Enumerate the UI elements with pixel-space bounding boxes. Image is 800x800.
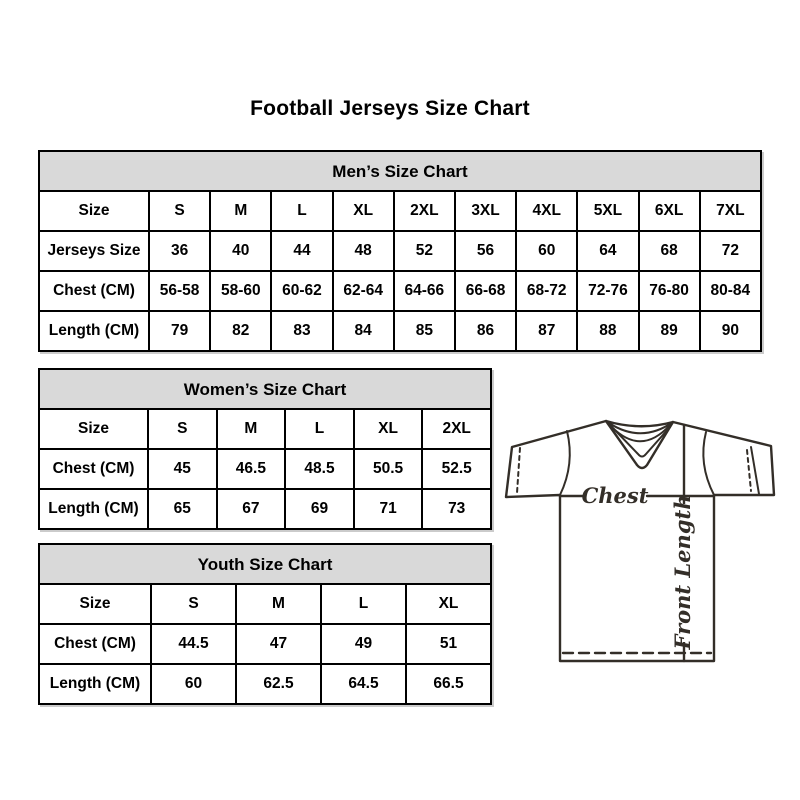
data-cell: 68-72 <box>516 271 577 311</box>
data-cell: M <box>210 191 271 231</box>
data-cell: 49 <box>321 624 406 664</box>
data-cell: 36 <box>149 231 210 271</box>
data-cell: 56-58 <box>149 271 210 311</box>
data-cell: L <box>285 409 354 449</box>
data-cell: 6XL <box>639 191 700 231</box>
data-cell: 73 <box>422 489 491 529</box>
row-label-cell: Length (CM) <box>39 664 151 704</box>
data-cell: 64 <box>577 231 638 271</box>
data-cell: 72-76 <box>577 271 638 311</box>
row-label-cell: Chest (CM) <box>39 271 149 311</box>
data-cell: 66-68 <box>455 271 516 311</box>
data-cell: 86 <box>455 311 516 351</box>
data-cell: 44.5 <box>151 624 236 664</box>
row-label-cell: Length (CM) <box>39 311 149 351</box>
data-cell: 40 <box>210 231 271 271</box>
row-label-cell: Chest (CM) <box>39 624 151 664</box>
data-cell: 44 <box>271 231 332 271</box>
data-cell: 68 <box>639 231 700 271</box>
data-cell: S <box>148 409 217 449</box>
data-cell: 52.5 <box>422 449 491 489</box>
data-cell: M <box>236 584 321 624</box>
data-cell: L <box>271 191 332 231</box>
data-cell: 52 <box>394 231 455 271</box>
data-cell: 62-64 <box>333 271 394 311</box>
row-label-cell: Size <box>39 191 149 231</box>
data-cell: 64.5 <box>321 664 406 704</box>
data-cell: 48 <box>333 231 394 271</box>
data-cell: 4XL <box>516 191 577 231</box>
jersey-measurement-diagram <box>500 400 780 680</box>
data-cell: 60-62 <box>271 271 332 311</box>
data-cell: 48.5 <box>285 449 354 489</box>
womens-size-table <box>38 368 492 530</box>
row-label-cell: Jerseys Size <box>39 231 149 271</box>
data-cell: 90 <box>700 311 761 351</box>
data-cell: M <box>217 409 286 449</box>
table-header-row <box>39 369 491 409</box>
data-cell: 69 <box>285 489 354 529</box>
data-cell: S <box>151 584 236 624</box>
data-cell: 51 <box>406 624 491 664</box>
table-row <box>39 584 491 624</box>
table-row <box>39 311 761 351</box>
data-cell: 66.5 <box>406 664 491 704</box>
data-cell: 82 <box>210 311 271 351</box>
data-cell: 60 <box>516 231 577 271</box>
row-label-cell: Size <box>39 584 151 624</box>
table-row <box>39 271 761 311</box>
data-cell: 5XL <box>577 191 638 231</box>
table-row <box>39 624 491 664</box>
mens-size-table <box>38 150 762 352</box>
data-cell: L <box>321 584 406 624</box>
data-cell: 7XL <box>700 191 761 231</box>
row-label-cell: Chest (CM) <box>39 449 148 489</box>
table-header-row <box>39 544 491 584</box>
row-label-cell: Size <box>39 409 148 449</box>
data-cell: 65 <box>148 489 217 529</box>
data-cell: 85 <box>394 311 455 351</box>
front-length-label: Front Length <box>670 494 695 650</box>
data-cell: S <box>149 191 210 231</box>
data-cell: 62.5 <box>236 664 321 704</box>
data-cell: 2XL <box>394 191 455 231</box>
data-cell: XL <box>333 191 394 231</box>
youth-size-table <box>38 543 492 705</box>
data-cell: 47 <box>236 624 321 664</box>
data-cell: 84 <box>333 311 394 351</box>
data-cell: 79 <box>149 311 210 351</box>
table-title: Women’s Size Chart <box>39 369 491 409</box>
data-cell: 67 <box>217 489 286 529</box>
data-cell: 88 <box>577 311 638 351</box>
data-cell: 64-66 <box>394 271 455 311</box>
data-cell: 56 <box>455 231 516 271</box>
table-row <box>39 191 761 231</box>
data-cell: 3XL <box>455 191 516 231</box>
data-cell: 80-84 <box>700 271 761 311</box>
data-cell: XL <box>406 584 491 624</box>
chest-label: Chest <box>581 483 649 508</box>
table-title: Men’s Size Chart <box>39 151 761 191</box>
data-cell: 50.5 <box>354 449 423 489</box>
table-row <box>39 664 491 704</box>
table-row <box>39 449 491 489</box>
table-row <box>39 489 491 529</box>
data-cell: 76-80 <box>639 271 700 311</box>
data-cell: 58-60 <box>210 271 271 311</box>
data-cell: 87 <box>516 311 577 351</box>
data-cell: 2XL <box>422 409 491 449</box>
row-label-cell: Length (CM) <box>39 489 148 529</box>
data-cell: 72 <box>700 231 761 271</box>
data-cell: 71 <box>354 489 423 529</box>
data-cell: XL <box>354 409 423 449</box>
data-cell: 89 <box>639 311 700 351</box>
data-cell: 45 <box>148 449 217 489</box>
data-cell: 60 <box>151 664 236 704</box>
data-cell: 83 <box>271 311 332 351</box>
table-header-row <box>39 151 761 191</box>
table-row <box>39 409 491 449</box>
table-row <box>39 231 761 271</box>
page-title: Football Jerseys Size Chart <box>250 97 530 120</box>
data-cell: 46.5 <box>217 449 286 489</box>
table-title: Youth Size Chart <box>39 544 491 584</box>
